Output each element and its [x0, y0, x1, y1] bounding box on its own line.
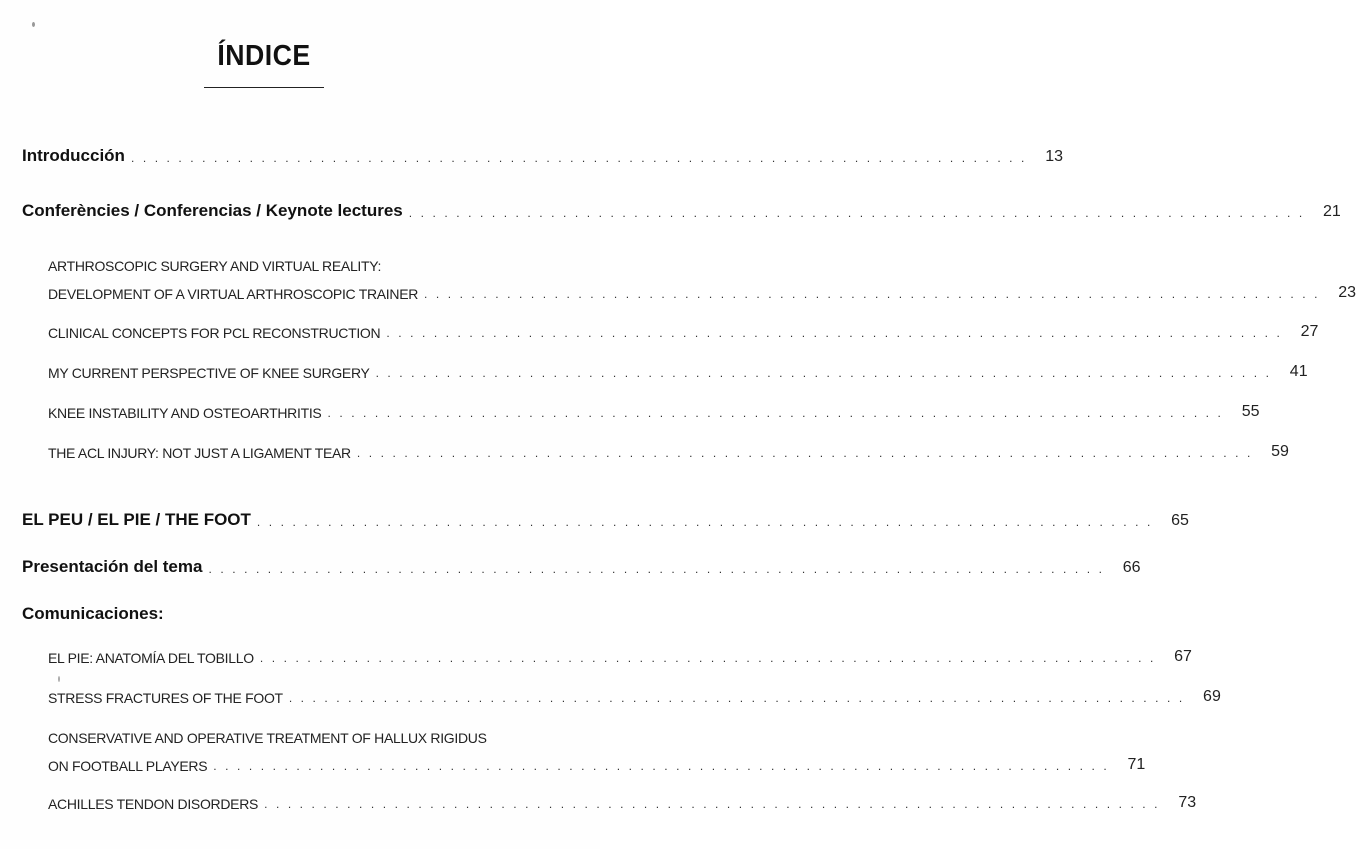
dot-leader: . . . . . . . . . . . . . . . . . . . . . . . . . . . . . . . . . . . . . . . . . . . . . . . . . . . . . . . . . . . . . . . . . . . . . . . . . . . . [259, 651, 1156, 665]
toc-entry-pcl[interactable] [48, 323, 1319, 341]
dot-leader: . . . . . . . . . . . . . . . . . . . . . . . . . . . . . . . . . . . . . . . . . . . . . . . . . . . . . . . . . . . . . . . . . . . . . . . . . . . . [424, 287, 1321, 301]
toc-entry-arthroscopic[interactable] [48, 284, 1356, 302]
toc-entry-label: THE ACL INJURY: NOT JUST A LIGAMENT TEAR [48, 445, 351, 461]
dot-leader: . . . . . . . . . . . . . . . . . . . . . . . . . . . . . . . . . . . . . . . . . . . . . . . . . . . . . . . . . . . . . . . . . . . . . . . . . . . . [386, 326, 1283, 340]
toc-page-number: 67 [1174, 648, 1192, 665]
dot-leader: . . . . . . . . . . . . . . . . . . . . . . . . . . . . . . . . . . . . . . . . . . . . . . . . . . . . . . . . . . . . . . . . . . . . . . . . . . . . [213, 759, 1110, 773]
toc-entry-label: CLINICAL CONCEPTS FOR PCL RECONSTRUCTION [48, 325, 381, 341]
toc-entry-label: ON FOOTBALL PLAYERS [48, 758, 208, 774]
toc-entry-label: EL PEU / EL PIE / THE FOOT [22, 510, 251, 529]
dot-leader: . . . . . . . . . . . . . . . . . . . . . . . . . . . . . . . . . . . . . . . . . . . . . . . . . . . . . . . . . . . . . . . . . . . . . . . . . . . . [288, 691, 1185, 705]
toc-entry-label: Conferències / Conferencias / Keynote lectures [22, 201, 403, 220]
toc-entry-label: DEVELOPMENT OF A VIRTUAL ARTHROSCOPIC TRAINER [48, 286, 419, 302]
toc-entry-presentacion[interactable] [22, 557, 1141, 577]
dot-leader: . . . . . . . . . . . . . . . . . . . . . . . . . . . . . . . . . . . . . . . . . . . . . . . . . . . . . . . . . . . . . . . . . . . . . . . . . . . . [208, 562, 1105, 576]
dot-leader: . . . . . . . . . . . . . . . . . . . . . . . . . . . . . . . . . . . . . . . . . . . . . . . . . . . . . . . . . . . . . . . . . . . . . . . . . . . . [408, 206, 1305, 220]
page-title: ÍNDICE [217, 40, 311, 72]
toc-entry-label: KNEE INSTABILITY AND OSTEOARTHRITIS [48, 405, 322, 421]
toc-page-number: 41 [1289, 363, 1308, 380]
dot-leader: . . . . . . . . . . . . . . . . . . . . . . . . . . . . . . . . . . . . . . . . . . . . . . . . . . . . . . . . . . . . . . . . . . . . . . . . . . . . [327, 406, 1224, 420]
toc-page-number: 66 [1122, 559, 1141, 576]
toc-entry-acl[interactable] [48, 443, 1289, 461]
toc-entry-label: Presentación del tema [22, 557, 203, 576]
toc-entry-label: ACHILLES TENDON DISORDERS [48, 796, 259, 812]
toc-entry-stress[interactable] [48, 688, 1221, 706]
toc-entry-tobillo[interactable] [48, 648, 1192, 666]
dot-leader: . . . . . . . . . . . . . . . . . . . . . . . . . . . . . . . . . . . . . . . . . . . . . . . . . . . . . . . . . . . . . . . . . . . . . . . . . . . . [130, 151, 1027, 165]
toc-entry-label: MY CURRENT PERSPECTIVE OF KNEE SURGERY [48, 365, 370, 381]
toc-page-number: 21 [1322, 203, 1341, 220]
toc-entry-achilles[interactable] [48, 794, 1197, 812]
toc-entry-arthroscopic-line1: ARTHROSCOPIC SURGERY AND VIRTUAL REALITY: [48, 258, 382, 274]
toc-entry-label: STRESS FRACTURES OF THE FOOT [48, 690, 283, 706]
toc-entry-instability[interactable] [48, 403, 1260, 421]
toc-entry-foot[interactable] [22, 510, 1189, 530]
toc-entry-conferencies[interactable] [22, 201, 1341, 221]
toc-entry-introduccion[interactable] [22, 146, 1063, 166]
dot-leader: . . . . . . . . . . . . . . . . . . . . . . . . . . . . . . . . . . . . . . . . . . . . . . . . . . . . . . . . . . . . . . . . . . . . . . . . . . . . [256, 515, 1153, 529]
toc-page-number: 59 [1271, 443, 1289, 460]
scan-speck [32, 22, 35, 27]
toc-page-number: 69 [1203, 688, 1221, 705]
section-heading-comunicaciones: Comunicaciones: [22, 604, 164, 623]
toc-page-number: 23 [1338, 284, 1356, 301]
toc-entry-hallux-line1: CONSERVATIVE AND OPERATIVE TREATMENT OF HALLUX RIGIDUS [48, 730, 487, 746]
toc-entry-label: Introducción [22, 146, 125, 165]
dot-leader: . . . . . . . . . . . . . . . . . . . . . . . . . . . . . . . . . . . . . . . . . . . . . . . . . . . . . . . . . . . . . . . . . . . . . . . . . . . . [264, 797, 1161, 811]
toc-entry-hallux[interactable] [48, 756, 1146, 774]
toc-page-number: 27 [1300, 323, 1319, 340]
toc-page-number: 55 [1241, 403, 1260, 420]
toc-page-number: 71 [1127, 756, 1146, 773]
toc-page-number: 73 [1178, 794, 1197, 811]
scan-speck [58, 676, 60, 682]
title-underline [204, 87, 324, 88]
toc-page-number: 65 [1171, 512, 1189, 529]
dot-leader: . . . . . . . . . . . . . . . . . . . . . . . . . . . . . . . . . . . . . . . . . . . . . . . . . . . . . . . . . . . . . . . . . . . . . . . . . . . . [375, 366, 1272, 380]
dot-leader: . . . . . . . . . . . . . . . . . . . . . . . . . . . . . . . . . . . . . . . . . . . . . . . . . . . . . . . . . . . . . . . . . . . . . . . . . . . . [356, 446, 1253, 460]
toc-entry-label: EL PIE: ANATOMÍA DEL TOBILLO [48, 650, 254, 666]
toc-page-number: 13 [1045, 148, 1063, 165]
toc-entry-perspective[interactable] [48, 363, 1308, 381]
